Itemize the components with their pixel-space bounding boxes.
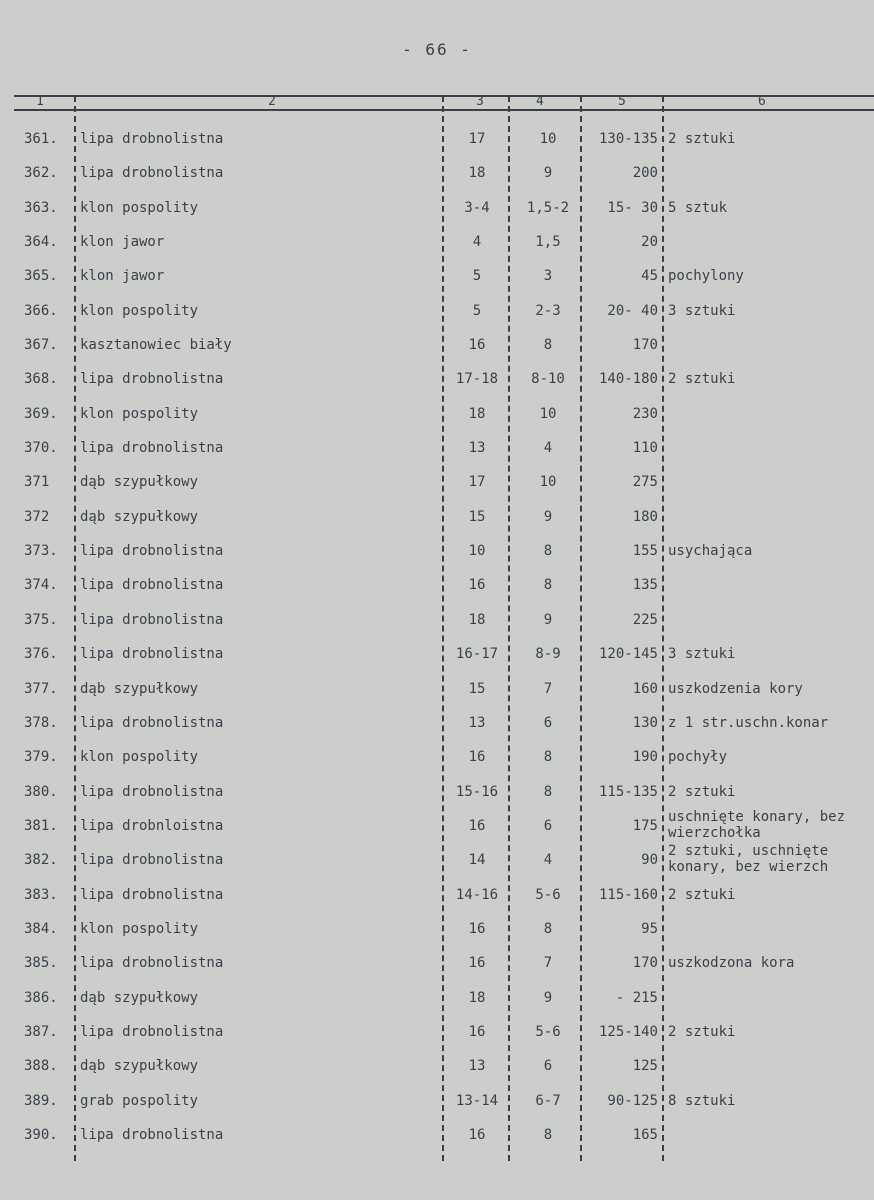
crown-value: 9: [543, 165, 553, 182]
remarks: 2 sztuki: [668, 371, 736, 388]
circumference-value: 120-145: [598, 646, 658, 663]
table-row: [0, 706, 874, 740]
height-value: 18: [468, 405, 486, 422]
height-value: 16: [468, 337, 486, 354]
crown-value: 5-6: [535, 1023, 561, 1040]
height-value: 16: [468, 1023, 486, 1040]
circumference-value: 275: [632, 474, 658, 491]
table-row: [0, 156, 874, 190]
species-name: kasztanowiec biały: [80, 337, 232, 354]
row-number: 375.: [24, 611, 58, 628]
row-number: 371: [24, 474, 50, 491]
height-value: 16: [468, 749, 486, 766]
crown-value: 1,5: [535, 234, 561, 251]
row-number: 376.: [24, 646, 58, 663]
remarks: uszkodzona kora: [668, 955, 795, 972]
height-value: 14-16: [455, 886, 499, 903]
height-value: 17: [468, 131, 486, 147]
table-row: [0, 981, 874, 1015]
height-value: 18: [468, 165, 486, 182]
height-value: 3-4: [464, 199, 490, 216]
row-number: 389.: [24, 1092, 58, 1109]
circumference-value: 15- 30: [607, 199, 658, 216]
crown-value: 9: [543, 611, 553, 628]
species-name: lipa drobnolistna: [80, 783, 224, 800]
table-row: [0, 568, 874, 602]
table-row: [0, 534, 874, 568]
column-header: 4: [536, 94, 544, 109]
circumference-value: 180: [632, 508, 658, 525]
column-header: 5: [618, 94, 626, 109]
crown-value: 2-3: [535, 302, 561, 319]
table-row: [0, 637, 874, 671]
crown-value: 8: [543, 337, 553, 354]
circumference-value: - 215: [615, 989, 658, 1006]
species-name: dąb szypułkowy: [80, 474, 199, 491]
table-row: [0, 775, 874, 809]
crown-value: 10: [539, 474, 557, 491]
table-body: [0, 122, 874, 1152]
circumference-value: 20- 40: [607, 302, 658, 319]
height-value: 13: [468, 440, 486, 457]
circumference-value: 125-140: [598, 1023, 658, 1040]
row-number: 367.: [24, 337, 58, 354]
table-row: [0, 122, 874, 156]
circumference-value: 175: [632, 817, 658, 834]
species-name: lipa drobnolistna: [80, 714, 224, 731]
circumference-value: 115-135: [598, 783, 658, 800]
height-value: 18: [468, 989, 486, 1006]
height-value: 17: [468, 474, 486, 491]
species-name: lipa drobnolistna: [80, 1023, 224, 1040]
height-value: 16: [468, 1126, 486, 1143]
remarks: 2 sztuki: [668, 1023, 736, 1040]
table-row: [0, 1118, 874, 1152]
circumference-value: 170: [632, 955, 658, 972]
row-number: 365.: [24, 268, 58, 285]
height-value: 15: [468, 508, 486, 525]
height-value: 17-18: [455, 371, 499, 388]
circumference-value: 95: [641, 920, 658, 937]
species-name: lipa drobnolistna: [80, 852, 224, 869]
species-name: lipa drobnolistna: [80, 165, 224, 182]
remarks: 2 sztuki: [668, 131, 736, 147]
species-name: lipa drobnolistna: [80, 886, 224, 903]
species-name: lipa drobnolistna: [80, 1126, 224, 1143]
table-row: [0, 912, 874, 946]
crown-value: 8: [543, 920, 553, 937]
table-row: [0, 397, 874, 431]
remarks: uszkodzenia kory: [668, 680, 803, 697]
circumference-value: 90: [641, 852, 658, 869]
table-row: [0, 500, 874, 534]
remarks: 3 sztuki: [668, 646, 736, 663]
crown-value: 10: [539, 131, 557, 147]
height-value: 16: [468, 577, 486, 594]
crown-value: 8: [543, 749, 553, 766]
remarks: 5 sztuk: [668, 199, 728, 216]
table-header: [14, 95, 874, 111]
page-number: - 66 -: [402, 40, 472, 59]
crown-value: 8: [543, 543, 553, 560]
height-value: 16-17: [455, 646, 499, 663]
crown-value: 10: [539, 405, 557, 422]
circumference-value: 115-160: [598, 886, 658, 903]
table-row: [0, 431, 874, 465]
crown-value: 8-10: [531, 371, 565, 388]
remarks: 2 sztuki, uschnięte konary, bez wierzch: [668, 843, 829, 876]
height-value: 5: [472, 302, 482, 319]
row-number: 363.: [24, 199, 58, 216]
column-header: 1: [36, 94, 44, 109]
crown-value: 6: [543, 817, 553, 834]
species-name: lipa drobnloistna: [80, 817, 224, 834]
row-number: 383.: [24, 886, 58, 903]
remarks: 3 sztuki: [668, 302, 736, 319]
row-number: 364.: [24, 234, 58, 251]
circumference-value: 190: [632, 749, 658, 766]
crown-value: 9: [543, 989, 553, 1006]
remarks: uschnięte konary, bez wierzchołka: [668, 808, 846, 841]
species-name: lipa drobnolistna: [80, 371, 224, 388]
row-number: 379.: [24, 749, 58, 766]
row-number: 362.: [24, 165, 58, 182]
crown-value: 6: [543, 1058, 553, 1075]
species-name: lipa drobnolistna: [80, 646, 224, 663]
table-row: [0, 1084, 874, 1118]
row-number: 373.: [24, 543, 58, 560]
species-name: klon pospolity: [80, 302, 199, 319]
circumference-value: 130-135: [598, 131, 658, 147]
row-number: 386.: [24, 989, 58, 1006]
species-name: klon pospolity: [80, 405, 199, 422]
height-value: 5: [472, 268, 482, 285]
species-name: klon pospolity: [80, 749, 199, 766]
circumference-value: 165: [632, 1126, 658, 1143]
row-number: 361.: [24, 131, 58, 147]
row-number: 372: [24, 508, 50, 525]
table-row: [0, 259, 874, 293]
table-row: [0, 362, 874, 396]
height-value: 16: [468, 920, 486, 937]
crown-value: 4: [543, 852, 553, 869]
row-number: 369.: [24, 405, 58, 422]
remarks: usychająca: [668, 543, 753, 560]
circumference-value: 160: [632, 680, 658, 697]
table-row: [0, 294, 874, 328]
species-name: klon pospolity: [80, 920, 199, 937]
crown-value: 5-6: [535, 886, 561, 903]
circumference-value: 140-180: [598, 371, 658, 388]
remarks: 2 sztuki: [668, 783, 736, 800]
table-row: [0, 465, 874, 499]
height-value: 15: [468, 680, 486, 697]
height-value: 16: [468, 817, 486, 834]
height-value: 15-16: [455, 783, 499, 800]
table-row: [0, 740, 874, 774]
remarks: z 1 str.uschn.konar: [668, 714, 829, 731]
table-row: [0, 946, 874, 980]
species-name: dąb szypułkowy: [80, 1058, 199, 1075]
column-header: 2: [268, 94, 276, 109]
row-number: 387.: [24, 1023, 58, 1040]
crown-value: 8: [543, 1126, 553, 1143]
row-number: 370.: [24, 440, 58, 457]
table-row: [0, 191, 874, 225]
table-row: [0, 878, 874, 912]
height-value: 10: [468, 543, 486, 560]
remarks: pochyły: [668, 749, 728, 766]
circumference-value: 135: [632, 577, 658, 594]
species-name: grab pospolity: [80, 1092, 199, 1109]
table-row: [0, 672, 874, 706]
species-name: lipa drobnolistna: [80, 131, 224, 147]
circumference-value: 90-125: [607, 1092, 658, 1109]
species-name: dąb szypułkowy: [80, 989, 199, 1006]
table-row: [0, 843, 874, 877]
crown-value: 6-7: [535, 1092, 561, 1109]
species-name: klon jawor: [80, 234, 165, 251]
remarks: 8 sztuki: [668, 1092, 736, 1109]
table-row: [0, 225, 874, 259]
crown-value: 8: [543, 577, 553, 594]
remarks: 2 sztuki: [668, 886, 736, 903]
height-value: 13: [468, 714, 486, 731]
circumference-value: 230: [632, 405, 658, 422]
row-number: 380.: [24, 783, 58, 800]
species-name: lipa drobnolistna: [80, 611, 224, 628]
row-number: 378.: [24, 714, 58, 731]
species-name: klon jawor: [80, 268, 165, 285]
height-value: 13-14: [455, 1092, 499, 1109]
crown-value: 4: [543, 440, 553, 457]
circumference-value: 200: [632, 165, 658, 182]
circumference-value: 155: [632, 543, 658, 560]
crown-value: 8: [543, 783, 553, 800]
height-value: 18: [468, 611, 486, 628]
circumference-value: 20: [641, 234, 658, 251]
crown-value: 1,5-2: [526, 199, 570, 216]
crown-value: 3: [543, 268, 553, 285]
species-name: dąb szypułkowy: [80, 508, 199, 525]
column-header: 6: [758, 94, 766, 109]
species-name: lipa drobnolistna: [80, 440, 224, 457]
crown-value: 7: [543, 680, 553, 697]
circumference-value: 110: [632, 440, 658, 457]
height-value: 4: [472, 234, 482, 251]
table-row: [0, 1015, 874, 1049]
circumference-value: 130: [632, 714, 658, 731]
species-name: lipa drobnolistna: [80, 577, 224, 594]
species-name: dąb szypułkowy: [80, 680, 199, 697]
table-row: [0, 809, 874, 843]
row-number: 381.: [24, 817, 58, 834]
row-number: 388.: [24, 1058, 58, 1075]
remarks: pochylony: [668, 268, 744, 285]
circumference-value: 45: [641, 268, 658, 285]
column-header: 3: [476, 94, 484, 109]
row-number: 374.: [24, 577, 58, 594]
species-name: lipa drobnolistna: [80, 543, 224, 560]
crown-value: 8-9: [535, 646, 561, 663]
crown-value: 7: [543, 955, 553, 972]
table-row: [0, 603, 874, 637]
crown-value: 9: [543, 508, 553, 525]
row-number: 368.: [24, 371, 58, 388]
crown-value: 6: [543, 714, 553, 731]
row-number: 382.: [24, 852, 58, 869]
circumference-value: 125: [632, 1058, 658, 1075]
table-row: [0, 328, 874, 362]
species-name: lipa drobnolistna: [80, 955, 224, 972]
row-number: 385.: [24, 955, 58, 972]
row-number: 366.: [24, 302, 58, 319]
circumference-value: 170: [632, 337, 658, 354]
species-name: klon pospolity: [80, 199, 199, 216]
row-number: 377.: [24, 680, 58, 697]
height-value: 14: [468, 852, 486, 869]
row-number: 390.: [24, 1126, 58, 1143]
height-value: 16: [468, 955, 486, 972]
table-row: [0, 1049, 874, 1083]
circumference-value: 225: [632, 611, 658, 628]
row-number: 384.: [24, 920, 58, 937]
height-value: 13: [468, 1058, 486, 1075]
